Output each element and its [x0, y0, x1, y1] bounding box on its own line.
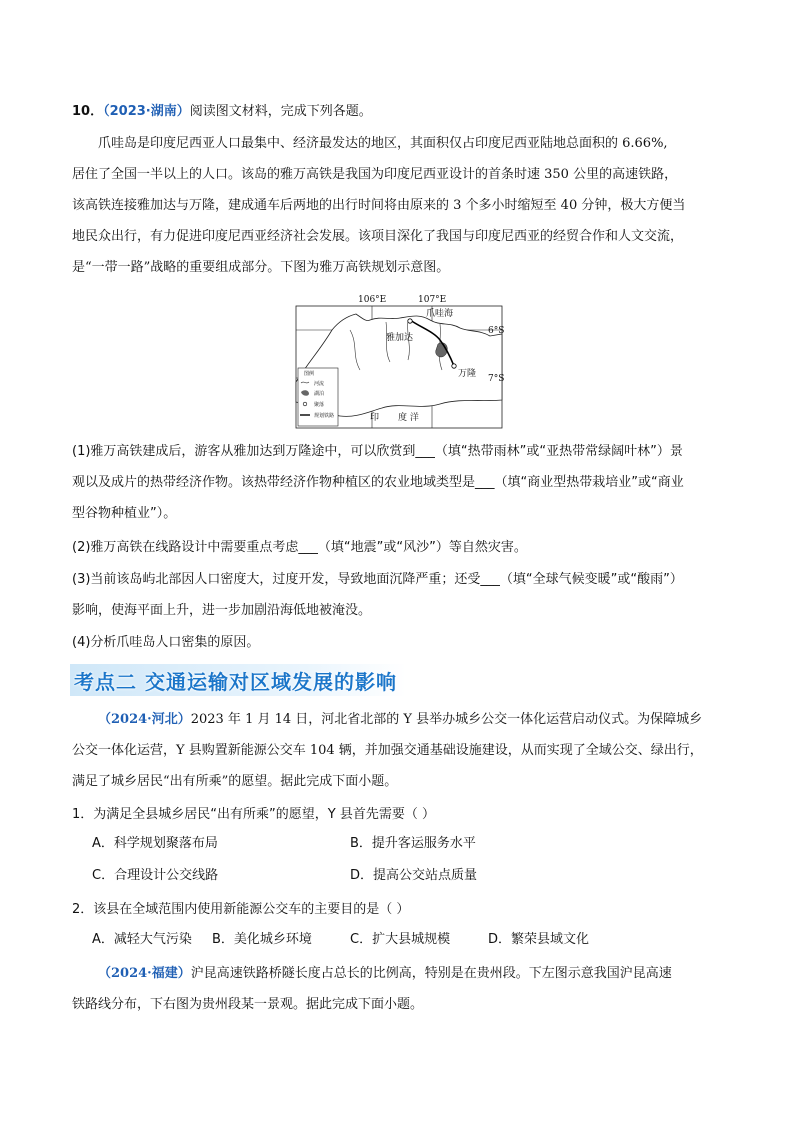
map-svg	[290, 290, 510, 432]
q2-stem: 2．该县在全域范围内使用新能源公交车的主要目的是（ ）	[72, 902, 410, 917]
q1-option-c[interactable]: C．合理设计公交线路	[92, 868, 219, 883]
passage-fujian-line2: 铁路线分布，下右图为贵州段某一景观。据此完成下面小题。	[72, 997, 424, 1012]
passage-hebei-line2: 公交一体化运营，Y 县购置新能源公交车 104 辆，并加强交通基础设施建设，从而实现了全域公交、绿出行，	[72, 743, 703, 758]
q10-sub1-line3: 型谷物种植业”）。	[72, 506, 177, 521]
legend-river: 河流	[314, 381, 325, 387]
legend-settlement-icon	[303, 402, 307, 406]
q10-sub1-line2: 观以及成片的热带经济作物。该热带经济作物种植区的农业地域类型是___（填“商业型热带栽培业”或“商业	[72, 475, 684, 490]
passage-hebei-line3: 满足了城乡居民“出有所乘”的愿望。据此完成下面小题。	[72, 774, 398, 789]
label-bandung: 万隆	[458, 369, 477, 379]
passage-fujian-line1	[72, 958, 722, 989]
q10-stem: 阅读图文材料，完成下列各题。	[189, 104, 372, 119]
q1-stem: 1．为满足全县城乡居民“出有所乘”的愿望，Y 县首先需要（ ）	[72, 807, 435, 822]
passage-hebei-source: （2024·河北）	[98, 712, 191, 727]
legend-rail: 规划铁路	[314, 413, 335, 419]
q2-option-a[interactable]: A．减轻大气污染	[92, 932, 192, 947]
label-ocean-b: 度 洋	[398, 413, 419, 423]
q2-option-c[interactable]: C．扩大县城规模	[350, 932, 451, 947]
settlement-jakarta	[408, 319, 412, 323]
settlement-bandung	[452, 364, 456, 368]
q10-sub3-line2: 影响，使海平面上升，进一步加剧沿海低地被淹没。	[72, 603, 372, 618]
label-lon-106: 106°E	[358, 295, 387, 305]
label-java-sea: 爪哇海	[426, 309, 454, 319]
q10-material-line1: 爪哇岛是印度尼西亚人口最集中、经济最发达的地区，其面积仅占印度尼西亚陆地总面积的 6.66%,	[98, 136, 668, 151]
jakarta-bandung-railway-map	[290, 290, 510, 432]
passage-fujian-text1: 沪昆高速铁路桥隧长度占总长的比例高，特别是在贵州段。下左图示意我国沪昆高速	[190, 966, 672, 981]
q10-source-open: （	[103, 104, 110, 119]
passage-fujian-source: （2024·福建）	[98, 966, 191, 981]
q10-header	[72, 96, 722, 127]
q10-sub3-line1: (3)当前该岛屿北部因人口密度大，过度开发，导致地面沉降严重；还受___（填“全球气候变暖”或“酸雨”）	[72, 572, 683, 587]
q10-source-close: ）	[176, 104, 190, 119]
q10-source: 2023·湖南	[109, 104, 177, 119]
section-title: 考点二 交通运输对区域发展的影响	[74, 670, 397, 694]
q10-sub4: (4)分析爪哇岛人口密集的原因。	[72, 635, 260, 650]
label-ocean-a: 印	[370, 413, 380, 423]
q10-material-line5: 是“一带一路”战略的重要组成部分。下图为雅万高铁规划示意图。	[72, 260, 450, 275]
legend-title: 图例	[304, 371, 315, 377]
label-lat-7: 7°S	[488, 374, 505, 384]
q10-material-line2: 居住了全国一半以上的人口。该岛的雅万高铁是我国为印度尼西亚设计的首条时速 350 公里的高速铁路，	[72, 167, 678, 182]
q10-sub1-line1: (1)雅万高铁建成后，游客从雅加达到万隆途中，可以欣赏到___（填“热带雨林”或“亚热带常绿阔叶林”）景	[72, 444, 683, 459]
legend-settlement: 聚落	[314, 402, 325, 408]
label-lat-6: 6°S	[488, 326, 505, 336]
q10-number: 10．	[72, 104, 104, 119]
passage-hebei-line1	[72, 704, 722, 735]
q10-material-line3: 该高铁连接雅加达与万隆，建成通车后两地的出行时间将由原来的 3 个多小时缩短至 40 分钟，极大方便当	[72, 198, 686, 213]
q10-material-line4: 地民众出行，有力促进印度尼西亚经济社会发展。该项目深化了我国与印度尼西亚的经贸合作和人文交流，	[72, 229, 684, 244]
section-header	[70, 664, 406, 696]
q2-option-d[interactable]: D．繁荣县域文化	[488, 932, 590, 947]
q10-sub2: (2)雅万高铁在线路设计中需要重点考虑___（填“地震”或“风沙”）等自然灾害。	[72, 540, 527, 555]
label-lon-107: 107°E	[418, 295, 447, 305]
q1-option-d[interactable]: D．提高公交站点质量	[350, 868, 478, 883]
label-jakarta: 雅加达	[386, 333, 414, 343]
q1-option-a[interactable]: A．科学规划聚落布局	[92, 836, 218, 851]
legend-lake: 湖泊	[314, 391, 325, 397]
q2-option-b[interactable]: B．美化城乡环境	[212, 932, 312, 947]
passage-hebei-text1: 2023 年 1 月 14 日，河北省北部的 Y 县举办城乡公交一体化运营启动仪式。为保障城乡	[190, 712, 703, 727]
q1-option-b[interactable]: B．提升客运服务水平	[350, 836, 476, 851]
